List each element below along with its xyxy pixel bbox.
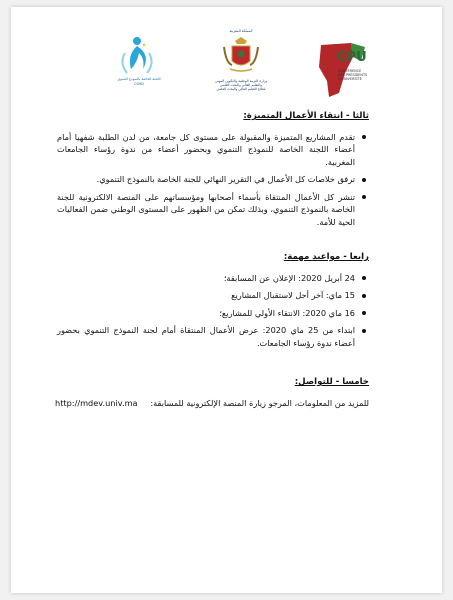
emblem-line-1: المملكة المغربية xyxy=(229,29,253,33)
emblem-line-3: والتعليم العالي والبحث العلمي xyxy=(219,83,263,87)
section-5-title: خامسا - للتواصل: xyxy=(294,377,369,387)
commission-name: اللجنة الخاصة بالنموذج التنموي xyxy=(117,77,161,81)
ministry-emblem xyxy=(206,29,276,103)
section-4-list xyxy=(57,272,369,350)
list-item: ابتداء من 25 ماي 2020: عرض الأعمال المنتقاة أمام لجنة النموذج التنموي بحضور أعضاء ندوة رؤساء الجامعات. xyxy=(57,325,356,348)
commission-logo xyxy=(97,33,181,103)
emblem-line-2: وزارة التربية الوطنية والتكوين المهني xyxy=(214,79,268,83)
cpu-line-2: DES PRÉSIDENTS xyxy=(338,73,368,77)
section-4-title: رابعا - مواعيد مهمة: xyxy=(283,252,369,262)
contact-row xyxy=(57,397,369,411)
royal-coat-of-arms-icon xyxy=(206,35,276,79)
cpu-line-1: CONFÉRENCE xyxy=(338,69,362,73)
commission-acronym: CSMD xyxy=(133,82,145,86)
commission-figure-icon xyxy=(97,33,181,77)
section-3-title: ثالثا - انتقاء الأعمال المتميزة: xyxy=(243,111,369,121)
list-item: 16 ماي 2020: الانتقاء الأولي للمشاريع؛ xyxy=(57,307,355,320)
contact-url-link[interactable]: http://mdev.univ.ma xyxy=(55,397,138,408)
document-body xyxy=(57,110,369,411)
section-3-list xyxy=(57,131,369,229)
document-page xyxy=(11,7,442,593)
list-item: ترفق خلاصات كل الأعمال في التقرير النهائي للجنة الخاصة بالنموذج التنموي. xyxy=(57,173,355,186)
contact-text: للمزيد من المعلومات، المرجو زيارة المنصة الإلكترونية للمسابقة: xyxy=(150,397,369,408)
list-item: تقدم المشاريع المتميزة والمقبولة على مستوى كل جامعة، من لدن الطلبة شفهيا أمام أعضاء اللجنة الخاصة للنموذج التنموي وبحضور أعضاء من ندوة رؤساء الجامعات المغربية. xyxy=(57,131,355,167)
cpu-acronym: CPU xyxy=(337,50,367,65)
cpu-line-3: D'UNIVERSITÉ xyxy=(338,77,362,81)
emblem-line-4: قطاع التعليم العالي والبحث العلمي xyxy=(216,87,266,91)
cpu-logo xyxy=(307,37,387,105)
list-item: 15 ماي: آخر أجل لاستقبال المشاريع xyxy=(57,289,355,302)
list-item: تنشر كل الأعمال المنتقاة بأسماء أصحابها ومؤسساتهم على المنصة الالكترونية للجنة الخاصة بالنموذج التنموي، وبذلك تمكن من الظهور على المستوى الوطني ضمن الفعاليات الحية للأمة. xyxy=(57,191,355,227)
list-item: 24 أبريل 2020: الإعلان عن المسابقة؛ xyxy=(57,272,355,285)
